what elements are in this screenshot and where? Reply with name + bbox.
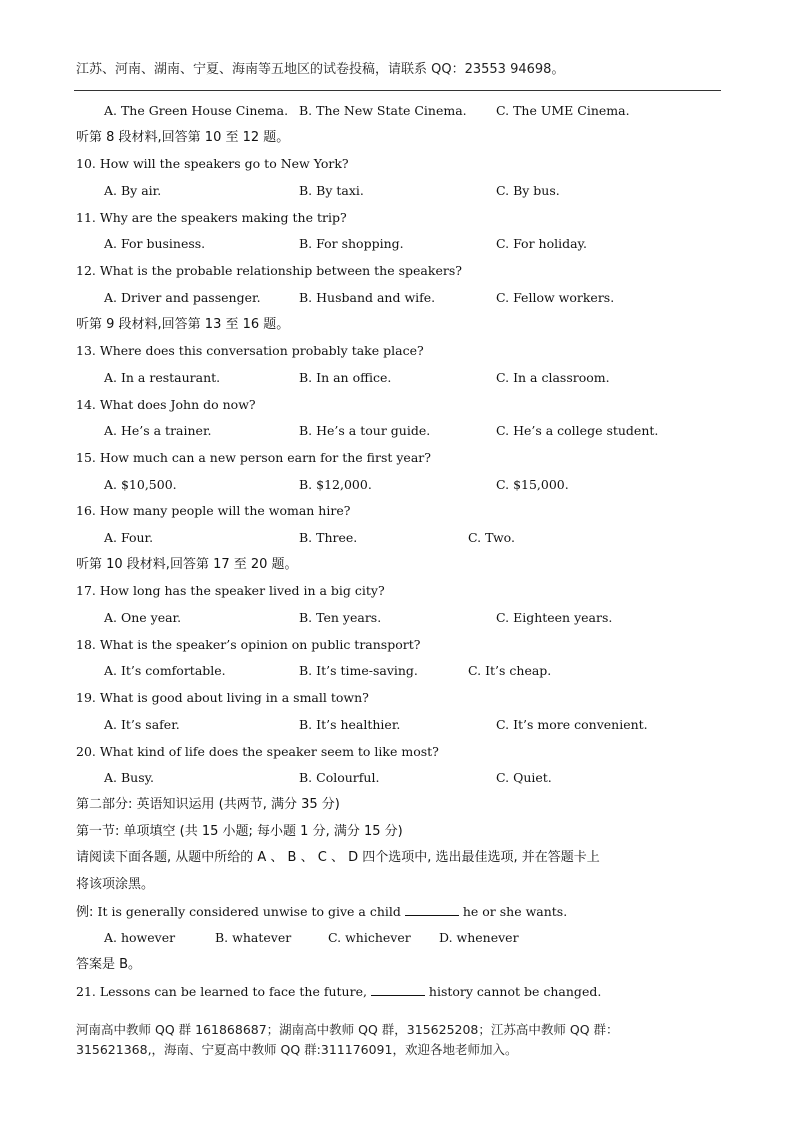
q9-option-b: B. The New State Cinema. [299,103,467,118]
example-option-c: C. whichever [328,930,411,946]
example-option-b: B. whatever [215,930,292,946]
example-answer: 答案是 B。 [76,957,142,972]
q17-stem: 17. How long has the speaker lived in a big city? [76,583,385,599]
q11-option-a: A. For business. [104,236,206,252]
q15-option-c: C. $15,000. [496,476,569,492]
q13-option-c: C. In a classroom. [496,369,610,385]
q16-option-b: B. Three. [299,530,358,545]
q14-option-b: B. He’s a tour guide. [299,423,431,439]
q19-option-c: C. It’s more convenient. [496,716,648,732]
q20-option-b: B. Colourful. [299,770,380,786]
q10-options [76,178,726,205]
q18-option-a: A. It’s comfortable. [104,663,226,679]
q9-option-c: C. The UME Cinema. [496,103,630,118]
section-heading-9: 听第 9 段材料,回答第 13 至 16 题。 [76,316,290,332]
q21-stem [76,979,726,1006]
q11-stem: 11. Why are the speakers making the trip? [76,209,347,225]
q16-option-a: A. Four. [104,530,154,545]
q14-stem: 14. What does John do now? [76,396,256,412]
example-prefix: 例: [76,904,98,920]
example-blank [405,903,459,916]
q9-option-a: A. The Green House Cinema. [104,103,289,118]
q19-option-a: A. It’s safer. [104,716,180,732]
q18-options [76,658,726,685]
exam-body [76,98,726,1005]
q16-options [76,525,726,552]
q13-option-a: A. In a restaurant. [104,369,221,385]
q10-option-c: C. By bus. [496,183,560,199]
q21-blank [371,983,425,996]
q21-text-after: history cannot be changed. [424,983,602,999]
example-option-a: A. however [104,930,176,946]
q10-option-b: B. By taxi. [299,183,364,199]
q15-option-b: B. $12,000. [299,476,372,492]
section-one-heading: 第一节: 单项填空 (共 15 小题; 每小题 1 分, 满分 15 分) [76,823,403,839]
q12-stem: 12. What is the probable relationship between the speakers? [76,263,462,279]
q13-option-b: B. In an office. [299,369,392,385]
header-contact-text: 江苏、河南、湖南、宁夏、海南等五地区的试卷投稿，请联系 QQ：23553 94698。 [76,62,565,77]
q21-text-before: 21. Lessons can be learned to face the future, [76,983,371,999]
q14-options [76,418,726,445]
q15-options [76,472,726,499]
footer-line-1: 河南高中教师 QQ 群 161868687；湖南高中教师 QQ 群，315625208；江苏高中教师 QQ 群： [76,1022,619,1037]
q20-option-a: A. Busy. [104,770,154,786]
example-options [76,925,726,952]
q15-option-a: A. $10,500. [104,476,177,492]
q10-option-a: A. By air. [104,183,162,199]
instructions-line-1: 请阅读下面各题, 从题中所给的 A 、 B 、 C 、 D 四个选项中, 选出最佳选项, 并在答题卡上 [76,850,600,866]
footer-line-2: 315621368,，海南、宁夏高中教师 QQ 群:311176091，欢迎各地老师加入。 [76,1042,518,1057]
q19-options [76,712,726,739]
example-option-d: D. whenever [439,930,519,946]
section-heading-8: 听第 8 段材料,回答第 10 至 12 题。 [76,129,290,145]
q11-option-b: B. For shopping. [299,236,404,252]
header-divider [74,90,721,91]
q13-stem: 13. Where does this conversation probably take place? [76,343,424,359]
q12-option-c: C. Fellow workers. [496,289,615,305]
q20-stem: 20. What kind of life does the speaker seem to like most? [76,743,439,759]
q17-option-a: A. One year. [104,610,182,626]
part-two-heading: 第二部分: 英语知识运用 (共两节, 满分 35 分) [76,796,340,812]
q18-stem: 18. What is the speaker’s opinion on public transport? [76,636,421,652]
q18-option-c: C. It’s cheap. [468,663,552,679]
q13-options [76,365,726,392]
q20-option-c: C. Quiet. [496,770,552,786]
q10-stem: 10. How will the speakers go to New York? [76,156,349,172]
q12-option-a: A. Driver and passenger. [104,289,261,305]
q12-option-b: B. Husband and wife. [299,289,436,305]
footer-contact [76,1020,726,1060]
q18-option-b: B. It’s time-saving. [299,663,418,679]
q15-stem: 15. How much can a new person earn for the first year? [76,449,431,465]
q14-option-a: A. He’s a trainer. [104,423,212,439]
q17-option-b: B. Ten years. [299,610,382,626]
q9-options [76,98,726,125]
q20-options [76,765,726,792]
q11-option-c: C. For holiday. [496,236,587,252]
q19-stem: 19. What is good about living in a small town? [76,690,369,706]
q17-option-c: C. Eighteen years. [496,610,613,626]
q16-stem: 16. How many people will the woman hire? [76,503,351,519]
example-text-before: It is generally considered unwise to give a child [97,903,405,919]
q19-option-b: B. It’s healthier. [299,716,401,732]
q14-option-c: C. He’s a college student. [496,423,659,439]
example-question [76,899,726,926]
q11-options [76,231,726,258]
q17-options [76,605,726,632]
section-heading-10: 听第 10 段材料,回答第 17 至 20 题。 [76,556,298,572]
q12-options [76,285,726,312]
q16-option-c: C. Two. [468,530,515,545]
instructions-line-2: 将该项涂黑。 [76,876,155,892]
example-text-after: he or she wants. [458,903,568,919]
